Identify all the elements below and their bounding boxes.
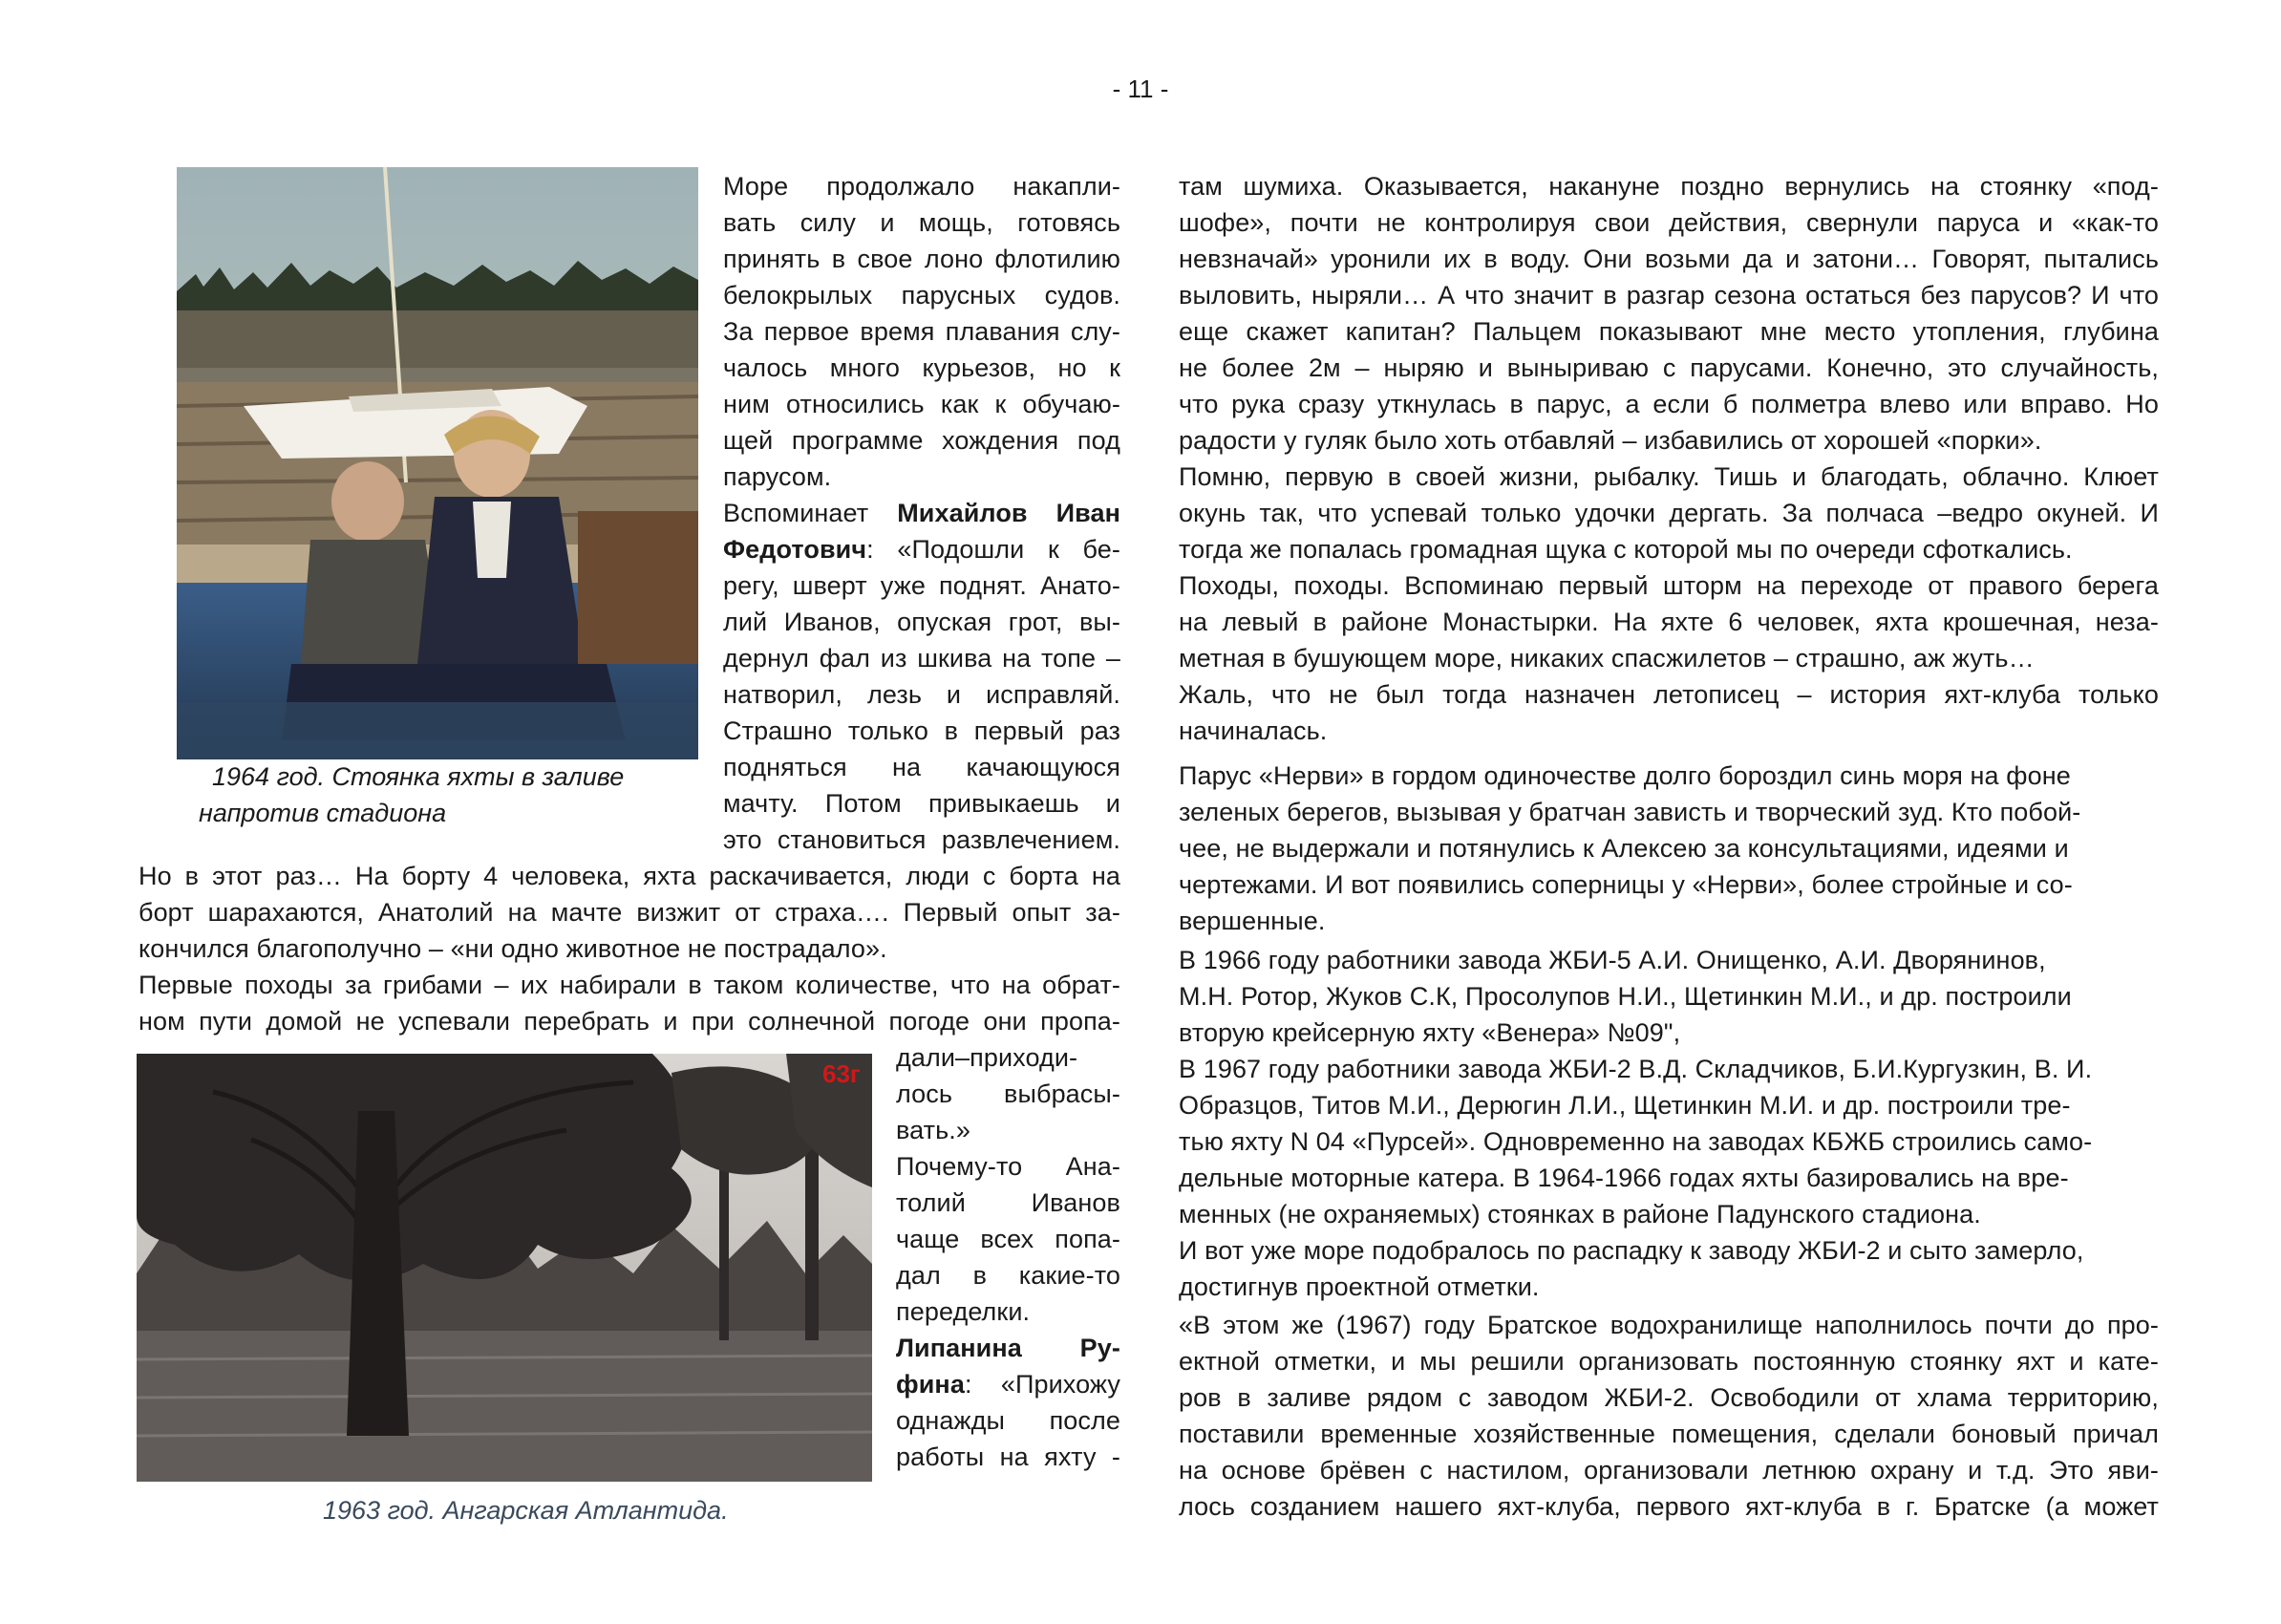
text-line: [723, 495, 1120, 531]
text-line: [896, 1366, 1120, 1402]
text-line: В 1966 году работники завода ЖБИ-5 А.И. Онищенко, А.И. Дворянинов,: [1179, 946, 2046, 974]
text-line: ектной отметки, и мы решили организовать постоянную стоянку яхт и кате-: [1179, 1347, 2159, 1376]
text-line: не более 2м – ныряю и выныриваю с парусами. Конечно, это случайность,: [1179, 353, 2159, 382]
text-line: белокрылых парусных судов.: [723, 281, 1120, 310]
text-line: мачту. Потом привыкаешь и: [723, 789, 1120, 818]
photo-yacht-1964: [177, 167, 698, 759]
text-line: однажды после: [896, 1406, 1120, 1435]
text-line: принять в свое лоно флотилию: [723, 245, 1120, 273]
text-line: переделки.: [896, 1297, 1031, 1326]
text-line: Жаль, что не был тогда назначен летописец – история яхт-клуба только: [1179, 680, 2159, 709]
text-line: шофе», почти не контролируя свои действия, свернули паруса и «как-то: [1179, 208, 2159, 237]
photo1-caption-line1: 1964 год. Стоянка яхты в заливе: [212, 762, 625, 791]
text-line: Образцов, Титов М.И., Дерюгин Л.И., Щетинкин М.И. и др. построили тре-: [1179, 1091, 2071, 1120]
text-line: Парус «Нерви» в гордом одиночестве долго бороздил синь моря на фоне: [1179, 761, 2071, 790]
text-line: «В этом же (1967) году Братское водохранилище наполнилось почти до про-: [1179, 1311, 2159, 1339]
text-line: радости у гуляк было хоть отбавляй – избавились от хорошей «порки».: [1179, 426, 2042, 455]
text-line: В 1967 году работники завода ЖБИ-2 В.Д. Складчиков, Б.И.Кургузкин, В. И.: [1179, 1055, 2093, 1083]
text-line: подняться на качающуюся: [723, 753, 1120, 781]
text-line: вать.»: [896, 1116, 971, 1144]
text-line: ним относились как к обучаю-: [723, 390, 1120, 418]
text-line: кончился благополучно – «ни одно животное не пострадало».: [139, 934, 887, 963]
author-name: фина: [896, 1370, 965, 1399]
text-line: М.Н. Ротор, Жуков С.К, Просолупов Н.И., Щетинкин М.И., и др. построили: [1179, 982, 2072, 1011]
text-line: чертежами. И вот появились соперницы у «Нерви», более стройные и со-: [1179, 870, 2073, 899]
text-line: невзначай» уронили их в воду. Они возьми да и затони… Говорят, пытались: [1179, 245, 2159, 273]
text-line: менных (не охраняемых) стоянках в районе Падунского стадиона.: [1179, 1200, 1981, 1229]
text-line: толий Иванов: [896, 1188, 1120, 1217]
text-run: : «Прихожу: [964, 1370, 1120, 1399]
text-line: дернул фал из шкива на топе –: [723, 644, 1120, 673]
text-line: ном пути домой не успевали перебрать и при солнечной погоде они пропа-: [139, 1007, 1120, 1036]
text-line: тогда же попалась громадная щука с которой мы по очереди сфоткались.: [1179, 535, 2073, 564]
text-line: чее, не выдержали и потянулись к Алексею за консультациями, идеями и: [1179, 834, 2069, 863]
text-line: дельные моторные катера. В 1964-1966 годах яхты базировались на вре-: [1179, 1164, 2069, 1192]
photo2-number-mark: 63г: [822, 1059, 861, 1088]
photo-flood-1963: [137, 1054, 872, 1482]
text-line: Страшно только в первый раз: [723, 716, 1120, 745]
photo1-caption-line2: напротив стадиона: [199, 799, 447, 827]
text-line: борт шарахаются, Анатолий на мачте визжит от страха…. Первый опыт за-: [139, 898, 1120, 927]
text-line: достигнув проектной отметки.: [1179, 1272, 1540, 1301]
photo-yacht-1964-image: [177, 167, 698, 759]
text-line: тью яхту N 04 «Пурсей». Одновременно на заводах КБЖБ строились само-: [1179, 1127, 2093, 1156]
text-line: щей программе хождения под: [723, 426, 1120, 455]
text-line: лось выбрасы-: [896, 1079, 1120, 1108]
photo-flood-1963-image: [137, 1054, 872, 1482]
text-line: Почему-то Ана-: [896, 1152, 1120, 1181]
text-line: выловить, ныряли… А что значит в разгар сезона остаться без парусов? И что: [1179, 281, 2159, 310]
text-run: Вспоминает: [723, 499, 898, 527]
text-line: поставили временные хозяйственные помещения, сделали боновый причал: [1179, 1420, 2159, 1448]
text-line: ров в заливе рядом с заводом ЖБИ-2. Освободили от хлама территорию,: [1179, 1383, 2159, 1412]
text-line: там шумиха. Оказывается, накануне поздно вернулись на стоянку «под-: [1179, 172, 2159, 201]
text-line: метная в бушующем море, никаких спасжилетов – страшно, аж жуть…: [1179, 644, 2035, 673]
text-line: зеленых берегов, вызывая у братчан зависть и творческий зуд. Кто побой-: [1179, 798, 2081, 826]
text-line: вать силу и мощь, готовясь: [723, 208, 1120, 237]
page-number: - 11 -: [1112, 75, 1169, 103]
text-line: вершенные.: [1179, 907, 1326, 935]
text-line: Липанина Ру-: [896, 1334, 1120, 1362]
text-line: Но в этот раз… На борту 4 человека, яхта раскачивается, люди с борта на: [139, 862, 1120, 890]
text-line: на основе брёвен с настилом, организовали летнюю охрану и т.д. Это яви-: [1179, 1456, 2159, 1485]
text-line: Помню, первую в своей жизни, рыбалку. Тишь и благодать, облачно. Клюет: [1179, 462, 2159, 491]
text-line: начиналась.: [1179, 716, 1328, 745]
author-name: Федотович: [723, 535, 867, 564]
text-line: натворил, лезь и исправляй.: [723, 680, 1120, 709]
text-line: [723, 531, 1120, 567]
photo2-caption: 1963 год. Ангарская Атлантида.: [323, 1496, 729, 1525]
text-line: Походы, походы. Вспоминаю первый шторм на переходе от правого берега: [1179, 571, 2159, 600]
text-run: : «Подошли к бе-: [866, 535, 1120, 564]
text-line: дал в какие-то: [896, 1261, 1120, 1290]
text-line: Море продолжало накапли-: [723, 172, 1120, 201]
text-line: работы на яхту -: [896, 1442, 1120, 1471]
text-line: это становиться развлечением.: [723, 825, 1120, 854]
text-line: что рука сразу уткнулась в парус, а если б полметра влево или вправо. Но: [1179, 390, 2159, 418]
text-line: чаще всех попа-: [896, 1225, 1120, 1253]
text-line: И вот уже море подобралось по распадку к заводу ЖБИ-2 и сыто замерло,: [1179, 1236, 2084, 1265]
text-line: дали–приходи-: [896, 1043, 1078, 1072]
text-line: окунь так, что успевай только удочки дергать. За полчаса –ведро окуней. И: [1179, 499, 2159, 527]
text-line: на левый в районе Монастырки. На яхте 6 человек, яхта крошечная, неза-: [1179, 608, 2159, 636]
text-line: лий Иванов, опуская грот, вы-: [723, 608, 1120, 636]
text-line: лось созданием нашего яхт-клуба, первого яхт-клуба в г. Братске (а может: [1179, 1492, 2159, 1521]
text-line: регу, шверт уже поднят. Анато-: [723, 571, 1120, 600]
text-line: парусом.: [723, 462, 832, 491]
text-line: Первые походы за грибами – их набирали в таком количестве, что на обрат-: [139, 971, 1120, 999]
text-line: За первое время плавания слу-: [723, 317, 1120, 346]
text-line: еще скажет капитан? Пальцем показывают мне место утопления, глубина: [1179, 317, 2159, 346]
author-name: Михайлов Иван: [897, 499, 1120, 527]
text-line: вторую крейсерную яхту «Венера» №09",: [1179, 1018, 1681, 1047]
text-line: чалось много курьезов, но к: [723, 353, 1120, 382]
